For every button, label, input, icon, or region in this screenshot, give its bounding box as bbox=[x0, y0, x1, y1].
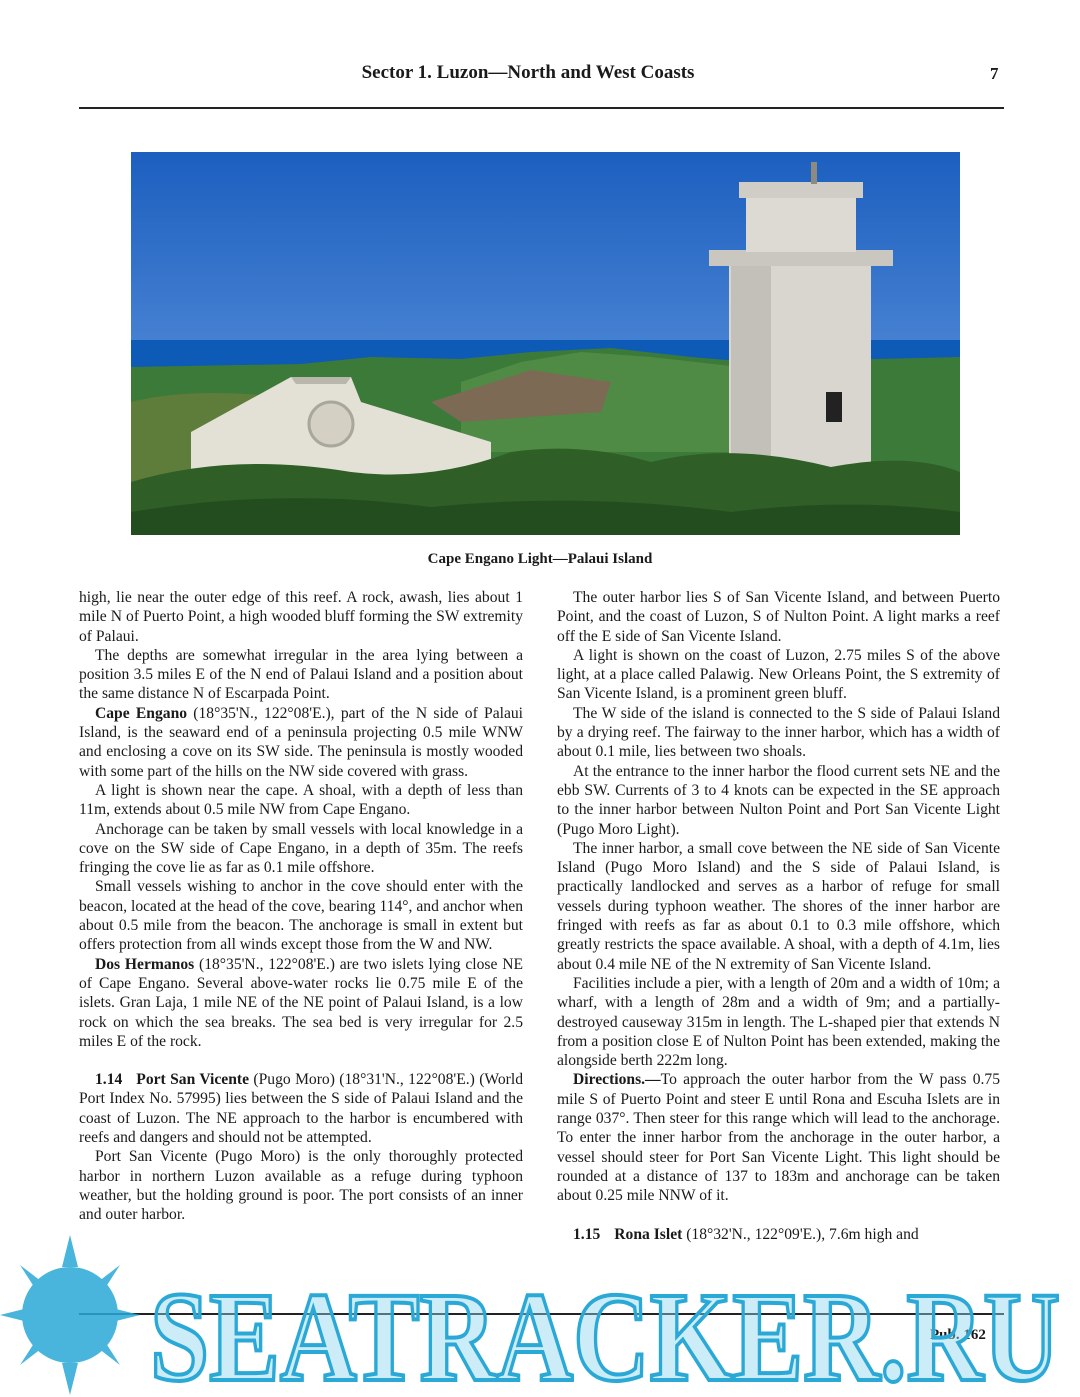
place-name: Dos Hermanos bbox=[95, 955, 195, 973]
paragraph-text: (18°35'N., 122°08'E.) are two islets lying close NE of Cape Engano. Several above-water rocks lie 0.75 mile E of the islets. Gran Laja, 1 mile NE of the NE point of Palaui Island, is a low rock on which the sea breaks. The sea bed is very irregular for 2.5 miles E of the rock. bbox=[79, 955, 523, 1050]
section-number: 1.15 bbox=[573, 1225, 601, 1243]
section-paragraph bbox=[79, 1070, 523, 1147]
sun-logo-icon bbox=[0, 1235, 140, 1395]
paragraph-text: (18°32'N., 122°09'E.), 7.6m high and bbox=[682, 1225, 919, 1243]
paragraph: Facilities include a pier, with a length of 20m and a width of 10m; a wharf, with a length of 28m and a width of 9m; and a partially-destroyed causeway 315m in length. The L-shaped pier that extends N from a position close E of Nulton Point has been extended, making the alongside berth 222m long. bbox=[557, 974, 1000, 1070]
paragraph: Small vessels wishing to anchor in the cove should enter with the beacon, located at the head of the cove, bearing 114°, and anchor when about 0.5 mile from the beacon. The anchorage is small in extent but offers protection from all winds except those from the W and NW. bbox=[79, 878, 523, 954]
paragraph: high, lie near the outer edge of this reef. A rock, awash, lies about 1 mile N of Puerto Point, a high wooded bluff forming the SW extremity of Palaui. bbox=[79, 589, 523, 645]
paragraph: A light is shown near the cape. A shoal, with a depth of less than 11m, extends about 0.5 mile NW from Cape Engano. bbox=[79, 781, 523, 819]
figure-caption: Cape Engano Light—Palaui Island bbox=[427, 551, 653, 567]
paragraph: A light is shown on the coast of Luzon, 2.75 miles S of the above light, at a place called Palawig. New Orleans Point, the S extremity of San Vicente Island, is a prominent green bluff. bbox=[557, 646, 1000, 703]
lighthouse-photo bbox=[131, 152, 960, 535]
paragraph bbox=[557, 1070, 1000, 1205]
paragraph: Anchorage can be taken by small vessels with local knowledge in a cove on the SW side of Cape Engano, in a depth of 35m. The reefs fringing the cove lie as far as 0.1 mile offshore. bbox=[79, 820, 523, 877]
paragraph-text: To approach the outer harbor from the W pass 0.75 mile S of Puerto Point and steer E until Rona and Escuha Islets are in range 037°. Then steer for this range which will lead to the anchorage. To enter the inner harbor from the anchorage in the outer harbor, a vessel should steer for Port San Vicente Light. This light should be rounded at a distance of 137 to 183m and anchorage can be taken about 0.25 mile NNW of it. bbox=[557, 1071, 1000, 1205]
paragraph bbox=[79, 704, 523, 781]
footer-rule bbox=[79, 1313, 1004, 1315]
section-paragraph bbox=[557, 1225, 1000, 1244]
place-name: Port San Vicente bbox=[136, 1071, 250, 1089]
header-rule bbox=[79, 107, 1004, 109]
paragraph: The inner harbor, a small cove between the NE side of San Vicente Island (Pugo Moro Island) and the S side of Palaui Island, is practically landlocked and serves as a harbor of refuge for small vessels during typhoon weather. The shores of the inner harbor are fringed with reefs as far as about 0.1 to 0.3 mile offshore, which greatly restricts the space available. A shoal, with a depth of 4.1m, lies about 0.4 mile NE of the N extremity of San Vicente Island. bbox=[557, 839, 1000, 973]
paragraph: At the entrance to the inner harbor the flood current sets NE and the ebb SW. Currents of 3 to 4 knots can be expected in the SE approach to the inner harbor between Nulton Point and Port San Vicente Light (Pugo Moro Light). bbox=[557, 762, 1000, 838]
place-name: Rona Islet bbox=[614, 1225, 683, 1243]
paragraph: The depths are somewhat irregular in the area lying between a position 3.5 miles E of the N end of Palaui Island and a position about the same distance N of Escarpada Point. bbox=[79, 646, 523, 703]
directions-heading: Directions.— bbox=[573, 1071, 661, 1089]
left-column bbox=[79, 588, 523, 1225]
page-header-title: Sector 1. Luzon—North and West Coasts bbox=[361, 62, 695, 83]
paragraph: The outer harbor lies S of San Vicente Island, and between Puerto Point, and the coast of Luzon, S of Nulton Point. A light marks a reef off the E side of San Vicente Island. bbox=[557, 589, 1000, 645]
paragraph-text: (Pugo Moro) (18°31'N., 122°08'E.) (World Port Index No. 57995) lies between the S side of Palaui Island and the coast of Luzon. The NE approach to the harbor is encumbered with reefs and dangers and should not be attempted. bbox=[79, 1071, 523, 1147]
place-name: Cape Engano bbox=[95, 704, 188, 722]
paragraph: Port San Vicente (Pugo Moro) is the only thoroughly protected harbor in northern Luzon available as a refuge during typhoon weather, but the holding ground is poor. The port consists of an inner and outer harbor. bbox=[79, 1148, 523, 1224]
publication-label: Pub. 162 bbox=[930, 1327, 986, 1343]
paragraph-text: (18°35'N., 122°08'E.), part of the N side of Palaui Island, is the seaward end of a peninsula projecting 0.5 mile WNW and enclosing a cove on its SW side. The peninsula is mostly wooded with some part of the hills on the NW side covered with grass. bbox=[79, 704, 523, 780]
right-column bbox=[557, 588, 1000, 1244]
paragraph bbox=[79, 955, 523, 1051]
section-number: 1.14 bbox=[95, 1071, 123, 1089]
watermark-text: SEATRACKER.RU bbox=[150, 1266, 1060, 1397]
paragraph: The W side of the island is connected to the S side of Palaui Island by a drying reef. The fairway to the inner harbor, which has a width of about 0.1 mile, lies between two shoals. bbox=[557, 704, 1000, 761]
page-number: 7 bbox=[990, 64, 999, 83]
